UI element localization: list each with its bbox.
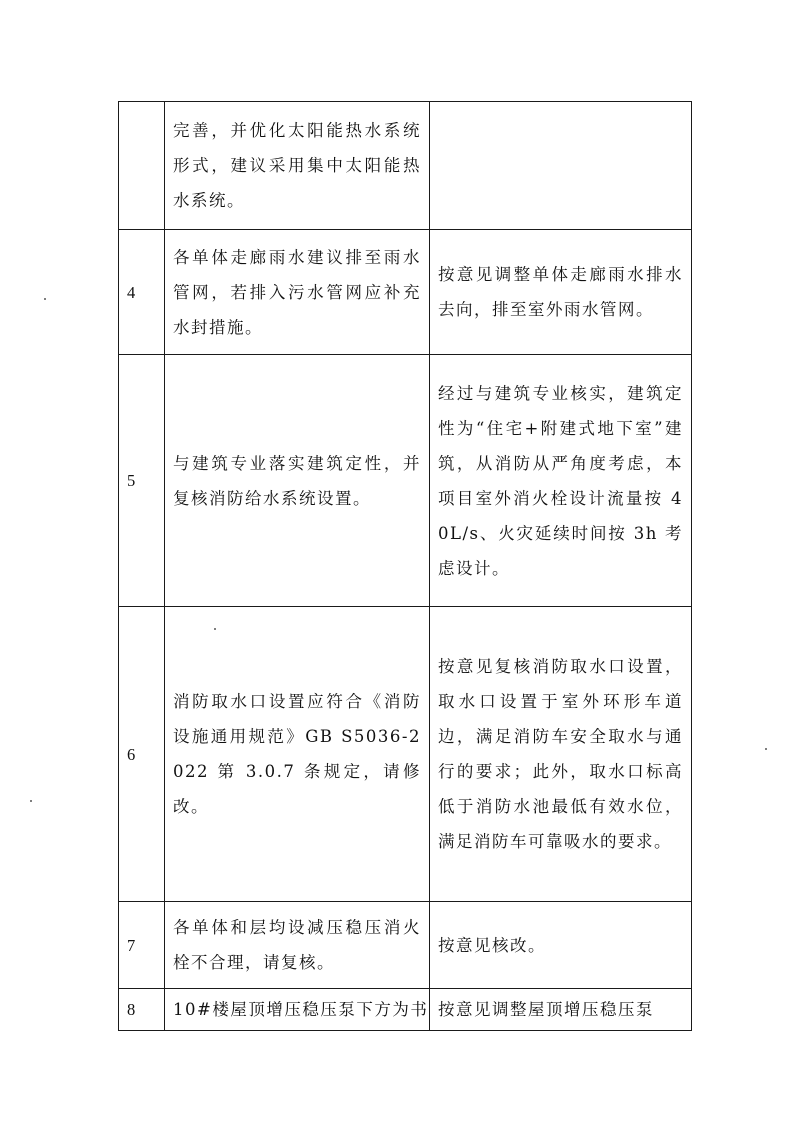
row-number-cell: 4: [119, 230, 165, 355]
scan-speck: [30, 800, 32, 802]
table-row: [119, 230, 692, 355]
reply-cell: 按意见核改。: [430, 902, 692, 989]
table-row: [119, 355, 692, 607]
reply-cell: 按意见复核消防取水口设置，取水口设置于室外环形车道边，满足消防车安全取水与通行的要求；此外，取水口标高低于消防水池最低有效水位，满足消防车可靠吸水的要求。: [430, 607, 692, 902]
scan-speck: [765, 748, 767, 750]
row-number-cell: 8: [119, 989, 165, 1031]
row-number-cell: 6: [119, 607, 165, 902]
review-opinion-cell: 10#楼屋顶增压稳压泵下方为书: [165, 989, 430, 1031]
table-row: [119, 902, 692, 989]
review-opinion-cell: 消防取水口设置应符合《消防设施通用规范》GB S5036-2022 第 3.0.7 条规定，请修改。: [165, 607, 430, 902]
review-comments-table: [118, 101, 692, 1031]
reply-cell: 按意见调整屋顶增压稳压泵: [430, 989, 692, 1031]
reply-cell: 按意见调整单体走廊雨水排水去向，排至室外雨水管网。: [430, 230, 692, 355]
row-number-cell: [119, 102, 165, 230]
table-row: [119, 607, 692, 902]
scan-speck: [214, 628, 216, 630]
row-number-cell: 7: [119, 902, 165, 989]
review-opinion-cell: 各单体和层均设减压稳压消火栓不合理，请复核。: [165, 902, 430, 989]
review-opinion-cell: 完善，并优化太阳能热水系统形式，建议采用集中太阳能热水系统。: [165, 102, 430, 230]
row-number-cell: 5: [119, 355, 165, 607]
table-row: [119, 989, 692, 1031]
reply-cell: 经过与建筑专业核实，建筑定性为“住宅+附建式地下室”建筑，从消防从严角度考虑，本项目室外消火栓设计流量按 40L/s、火灾延续时间按 3h 考虑设计。: [430, 355, 692, 607]
review-opinion-cell: 与建筑专业落实建筑定性，并复核消防给水系统设置。: [165, 355, 430, 607]
reply-cell: [430, 102, 692, 230]
table-row: [119, 102, 692, 230]
review-opinion-cell: 各单体走廊雨水建议排至雨水管网，若排入污水管网应补充水封措施。: [165, 230, 430, 355]
scan-speck: [44, 298, 46, 300]
